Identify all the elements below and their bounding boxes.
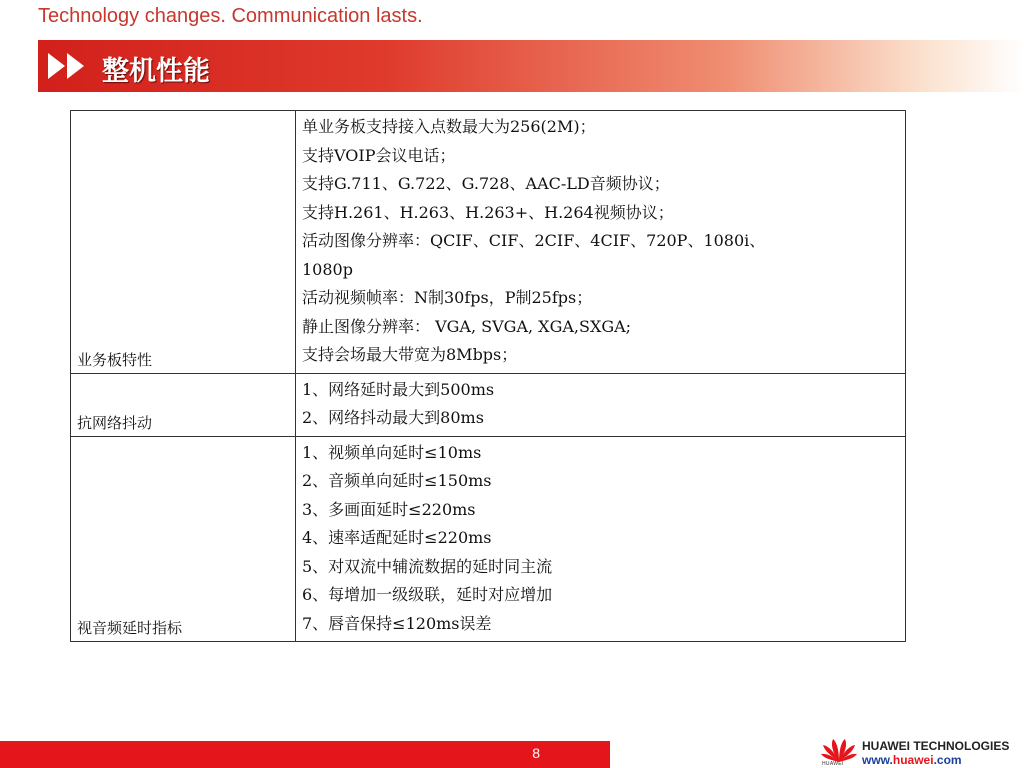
detail-cell (296, 373, 906, 436)
table-row (71, 436, 906, 642)
detail-line: 2、网络抖动最大到80ms (302, 408, 484, 427)
detail-line: 支持会场最大带宽为8Mbps； (302, 345, 518, 364)
detail-line: 活动视频帧率：N制30fps，P制25fps； (302, 288, 593, 307)
detail-cell (296, 436, 906, 642)
double-play-arrow-icon (48, 53, 86, 79)
detail-line: 活动图像分辨率：QCIF、CIF、2CIF、4CIF、720P、1080i、 (302, 231, 766, 250)
detail-line: 1、网络延时最大到500ms (302, 379, 495, 399)
website-link[interactable] (862, 753, 962, 767)
detail-line: 5、对双流中辅流数据的延时同主流 (302, 556, 553, 576)
logo-wordmark: HUAWEI (822, 761, 844, 767)
website-suffix: .com (933, 753, 962, 767)
table-row (71, 373, 906, 436)
detail-cell (296, 111, 906, 374)
slide-title: 整机性能 (102, 56, 210, 87)
title-bar (38, 40, 1024, 92)
tagline: Technology changes. Communication lasts. (38, 5, 423, 27)
detail-line: 1080p (302, 259, 353, 279)
website-prefix: www. (862, 753, 893, 767)
company-name: HUAWEI TECHNOLOGIES (862, 739, 1010, 753)
detail-line: 2、音频单向延时≤150ms (302, 471, 492, 490)
detail-line: 7、唇音保持≤120ms误差 (302, 613, 492, 633)
footer-bar (0, 741, 610, 768)
detail-line: 1、视频单向延时≤10ms (302, 442, 482, 462)
detail-line: 支持VOIP会议电话； (302, 145, 456, 165)
detail-line: 6、每增加一级级联，延时对应增加 (302, 585, 553, 604)
detail-line: 静止图像分辨率： VGA, SVGA, XGA,SXGA; (302, 316, 632, 336)
website-brand: huawei (892, 753, 934, 767)
feature-cell: 业务板特性 (71, 111, 296, 374)
huawei-petal-logo-icon (820, 736, 858, 764)
spec-table (70, 110, 906, 642)
detail-line: 3、多画面延时≤220ms (302, 499, 476, 519)
feature-cell: 视音频延时指标 (71, 436, 296, 642)
detail-line: 4、速率适配延时≤220ms (302, 528, 492, 547)
feature-cell: 抗网络抖动 (71, 373, 296, 436)
detail-line: 单业务板支持接入点数最大为256(2M)； (302, 117, 596, 136)
detail-line: 支持G.711、G.722、G.728、AAC-LD音频协议； (302, 174, 670, 193)
page-number: 8 (532, 745, 540, 761)
detail-line: 支持H.261、H.263、H.263+、H.264视频协议； (302, 202, 674, 222)
table-row (71, 111, 906, 374)
